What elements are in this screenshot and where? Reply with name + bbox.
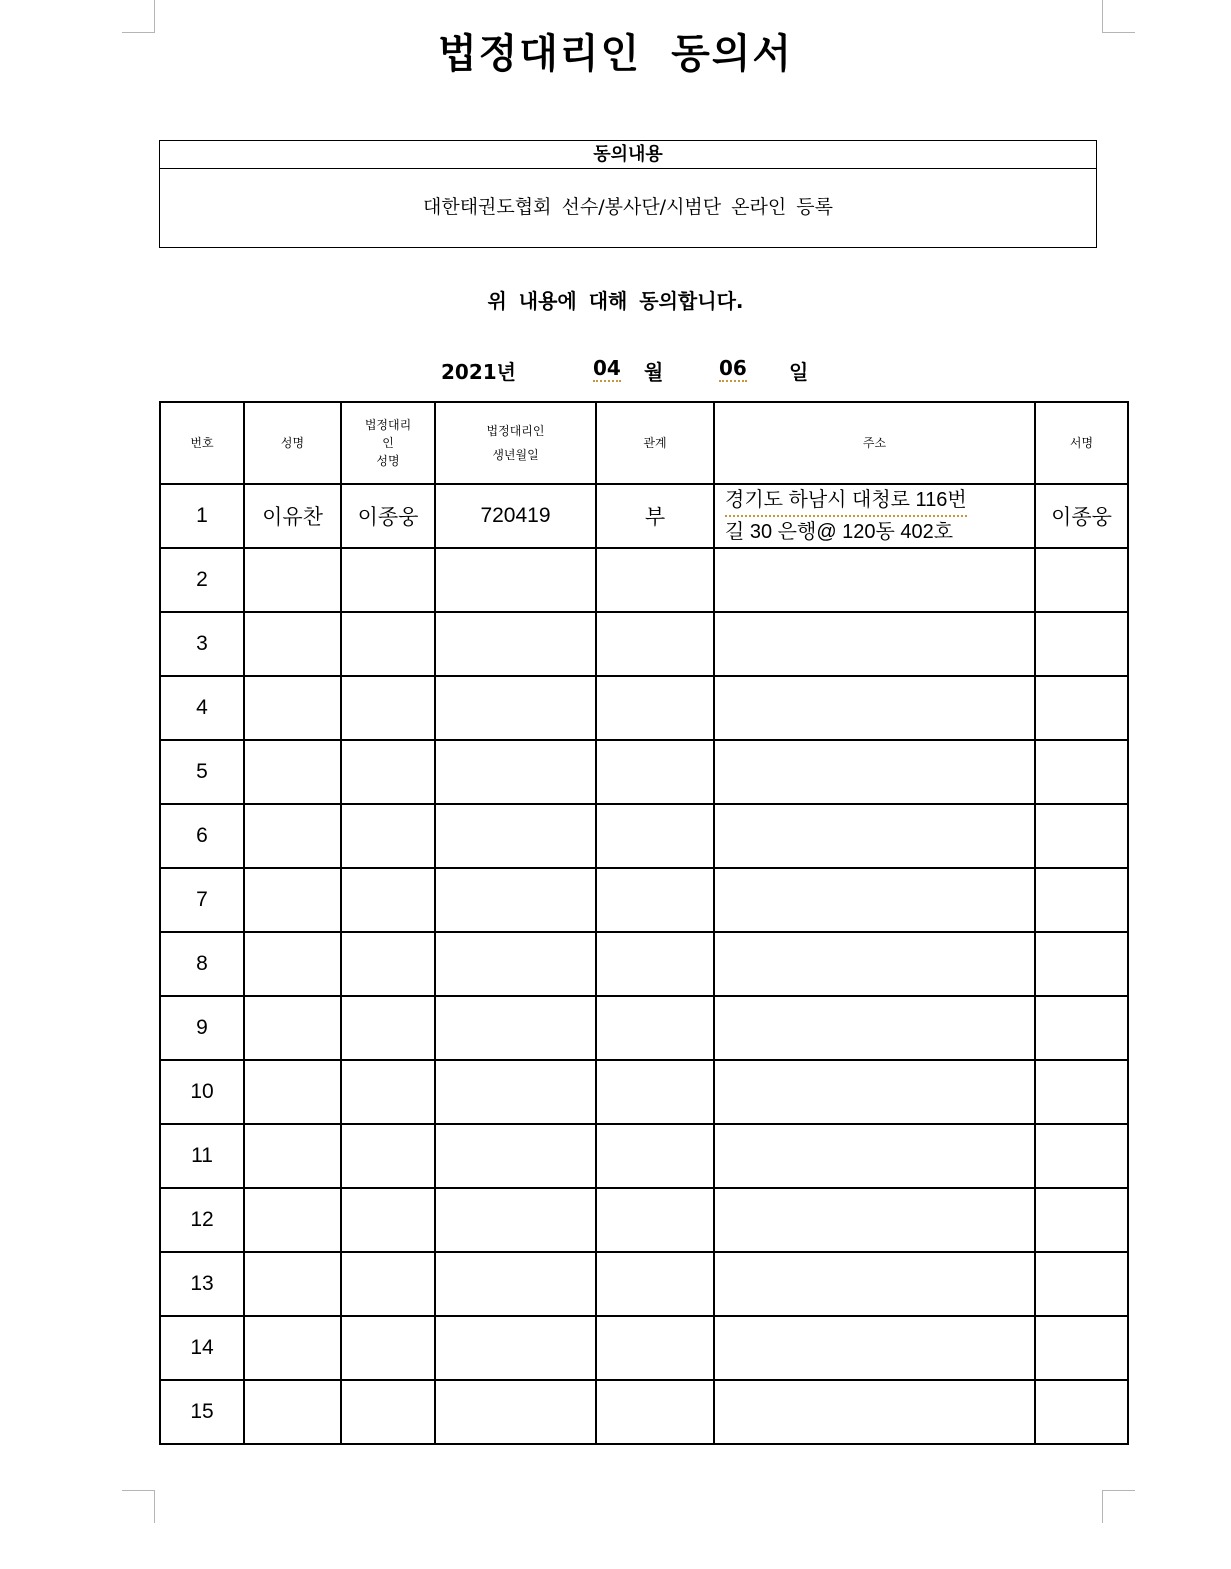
table-body — [160, 484, 1128, 1444]
row-birthdate-cell[interactable] — [435, 932, 596, 996]
row-name-cell[interactable] — [244, 868, 341, 932]
row-birthdate-cell[interactable] — [435, 740, 596, 804]
header-guardian-birth — [435, 402, 596, 484]
row-number: 3 — [160, 612, 244, 676]
row-guardian-name-cell[interactable] — [341, 804, 435, 868]
row-name-cell[interactable] — [244, 804, 341, 868]
row-birthdate-cell[interactable] — [435, 1380, 596, 1444]
table-row — [160, 1380, 1128, 1444]
row-birthdate-cell[interactable] — [435, 676, 596, 740]
row-address-cell[interactable] — [714, 484, 1035, 548]
header-relation: 관계 — [596, 402, 714, 484]
row-signature-cell[interactable] — [1035, 996, 1128, 1060]
row-guardian-name-cell[interactable] — [341, 868, 435, 932]
table-row — [160, 1124, 1128, 1188]
table-row — [160, 1188, 1128, 1252]
date-year[interactable]: 2021년 — [441, 360, 516, 384]
row-address-cell[interactable] — [714, 612, 1035, 676]
row-name-cell[interactable] — [244, 740, 341, 804]
row-signature-cell[interactable] — [1035, 548, 1128, 612]
row-address-cell[interactable] — [714, 868, 1035, 932]
row-address-cell[interactable] — [714, 932, 1035, 996]
row-guardian-name-cell[interactable]: 이종웅 — [341, 484, 435, 548]
row-name-cell[interactable] — [244, 548, 341, 612]
row-relation-cell[interactable] — [596, 548, 714, 612]
row-guardian-name-cell[interactable] — [341, 996, 435, 1060]
row-birthdate-cell[interactable] — [435, 548, 596, 612]
date-day-unit: 일 — [789, 360, 809, 384]
row-birthdate-cell[interactable] — [435, 1124, 596, 1188]
row-guardian-name-cell[interactable] — [341, 1060, 435, 1124]
row-relation-cell[interactable] — [596, 996, 714, 1060]
row-relation-cell[interactable] — [596, 612, 714, 676]
header-name: 성명 — [244, 402, 341, 484]
row-birthdate-cell[interactable] — [435, 1188, 596, 1252]
row-address-cell[interactable] — [714, 1124, 1035, 1188]
row-name-cell[interactable]: 이유찬 — [244, 484, 341, 548]
row-address-cell[interactable] — [714, 1380, 1035, 1444]
row-relation-cell[interactable] — [596, 868, 714, 932]
table-row — [160, 1316, 1128, 1380]
row-birthdate-cell[interactable]: 720419 — [435, 484, 596, 548]
guardian-table — [159, 401, 1129, 1445]
consent-header: 동의내용 — [160, 141, 1096, 169]
page-corner-mark-bottom-left — [122, 1490, 155, 1523]
row-name-cell[interactable] — [244, 1252, 341, 1316]
row-name-cell[interactable] — [244, 932, 341, 996]
row-number: 14 — [160, 1316, 244, 1380]
header-guardian-name — [341, 402, 435, 484]
row-relation-cell[interactable] — [596, 1060, 714, 1124]
row-relation-cell[interactable] — [596, 1252, 714, 1316]
row-number: 5 — [160, 740, 244, 804]
row-relation-cell[interactable] — [596, 1124, 714, 1188]
row-birthdate-cell[interactable] — [435, 1316, 596, 1380]
row-number: 7 — [160, 868, 244, 932]
date-month-unit: 월 — [644, 360, 664, 384]
row-address-cell[interactable] — [714, 1060, 1035, 1124]
row-signature-cell[interactable] — [1035, 1252, 1128, 1316]
row-relation-cell[interactable] — [596, 932, 714, 996]
row-relation-cell[interactable] — [596, 1188, 714, 1252]
row-signature-cell[interactable] — [1035, 804, 1128, 868]
table-header-row — [160, 402, 1128, 484]
row-relation-cell[interactable] — [596, 1316, 714, 1380]
row-name-cell[interactable] — [244, 676, 341, 740]
table-row — [160, 932, 1128, 996]
row-address-cell[interactable] — [714, 548, 1035, 612]
row-name-cell[interactable] — [244, 996, 341, 1060]
row-guardian-name-cell[interactable] — [341, 1252, 435, 1316]
row-name-cell[interactable] — [244, 1316, 341, 1380]
row-name-cell[interactable] — [244, 1124, 341, 1188]
header-signature: 서명 — [1035, 402, 1128, 484]
row-address-cell[interactable] — [714, 804, 1035, 868]
row-address-cell[interactable] — [714, 676, 1035, 740]
table-row — [160, 548, 1128, 612]
header-guardian-name-line1: 법정대리 — [364, 418, 412, 432]
row-signature-cell[interactable] — [1035, 1316, 1128, 1380]
document-title: 법정대리인 동의서 — [437, 31, 794, 77]
header-guardian-name-line2: 인 — [382, 436, 394, 450]
row-relation-cell[interactable] — [596, 676, 714, 740]
row-name-cell[interactable] — [244, 1380, 341, 1444]
row-number: 8 — [160, 932, 244, 996]
consent-content: 대한태권도협회 선수/봉사단/시범단 온라인 등록 — [422, 196, 833, 218]
row-signature-cell[interactable] — [1035, 1124, 1128, 1188]
row-number: 13 — [160, 1252, 244, 1316]
row-signature-cell[interactable] — [1035, 1380, 1128, 1444]
row-signature-cell[interactable] — [1035, 1060, 1128, 1124]
row-relation-cell[interactable] — [596, 1380, 714, 1444]
consent-box — [159, 140, 1097, 248]
row-signature-cell[interactable] — [1035, 676, 1128, 740]
row-guardian-name-cell[interactable] — [341, 1380, 435, 1444]
row-guardian-name-cell[interactable] — [341, 676, 435, 740]
row-relation-cell[interactable] — [596, 740, 714, 804]
header-address: 주소 — [714, 402, 1035, 484]
row-relation-cell[interactable] — [596, 804, 714, 868]
row-birthdate-cell[interactable] — [435, 1060, 596, 1124]
table-row — [160, 804, 1128, 868]
row-birthdate-cell[interactable] — [435, 996, 596, 1060]
table-row — [160, 612, 1128, 676]
row-number: 4 — [160, 676, 244, 740]
table-row — [160, 996, 1128, 1060]
header-guardian-birth-line2: 생년월일 — [492, 448, 539, 462]
row-signature-cell[interactable] — [1035, 868, 1128, 932]
header-number: 번호 — [160, 402, 244, 484]
row-signature-cell[interactable]: 이종웅 — [1035, 484, 1128, 548]
row-signature-cell[interactable] — [1035, 740, 1128, 804]
agreement-statement: 위 내용에 대해 동의합니다. — [487, 289, 744, 313]
row-name-cell[interactable] — [244, 612, 341, 676]
date-day[interactable]: 06 — [719, 356, 747, 380]
row-guardian-name-cell[interactable] — [341, 932, 435, 996]
row-number: 15 — [160, 1380, 244, 1444]
row-number: 2 — [160, 548, 244, 612]
table-row — [160, 868, 1128, 932]
row-address-cell[interactable] — [714, 1316, 1035, 1380]
row-signature-cell[interactable] — [1035, 612, 1128, 676]
row-relation-cell[interactable]: 부 — [596, 484, 714, 548]
row-number: 1 — [160, 484, 244, 548]
row-guardian-name-cell[interactable] — [341, 1316, 435, 1380]
table-row — [160, 1060, 1128, 1124]
table-row — [160, 740, 1128, 804]
address-line-2: 길 30 은행@ 120동 402호 — [725, 521, 954, 543]
row-birthdate-cell[interactable] — [435, 612, 596, 676]
row-guardian-name-cell[interactable] — [341, 548, 435, 612]
date-month[interactable]: 04 — [593, 356, 621, 380]
row-guardian-name-cell[interactable] — [341, 740, 435, 804]
row-address-cell[interactable] — [714, 996, 1035, 1060]
row-number: 6 — [160, 804, 244, 868]
row-guardian-name-cell[interactable] — [341, 1188, 435, 1252]
row-address-cell[interactable] — [714, 1188, 1035, 1252]
row-number: 9 — [160, 996, 244, 1060]
table-row — [160, 484, 1128, 548]
row-signature-cell[interactable] — [1035, 932, 1128, 996]
header-guardian-birth-line1: 법정대리인 — [486, 424, 545, 438]
row-name-cell[interactable] — [244, 1060, 341, 1124]
row-address-cell[interactable] — [714, 1252, 1035, 1316]
row-number: 10 — [160, 1060, 244, 1124]
row-number: 12 — [160, 1188, 244, 1252]
table-row — [160, 1252, 1128, 1316]
row-birthdate-cell[interactable] — [435, 868, 596, 932]
row-birthdate-cell[interactable] — [435, 1252, 596, 1316]
row-number: 11 — [160, 1124, 244, 1188]
page-corner-mark-bottom-right — [1102, 1490, 1135, 1523]
header-guardian-name-line3: 성명 — [376, 454, 400, 468]
address-line-1: 경기도 하남시 대청로 116번 — [725, 485, 967, 517]
row-address-cell[interactable] — [714, 740, 1035, 804]
row-name-cell[interactable] — [244, 1188, 341, 1252]
row-guardian-name-cell[interactable] — [341, 612, 435, 676]
table-row — [160, 676, 1128, 740]
row-signature-cell[interactable] — [1035, 1188, 1128, 1252]
row-birthdate-cell[interactable] — [435, 804, 596, 868]
row-guardian-name-cell[interactable] — [341, 1124, 435, 1188]
